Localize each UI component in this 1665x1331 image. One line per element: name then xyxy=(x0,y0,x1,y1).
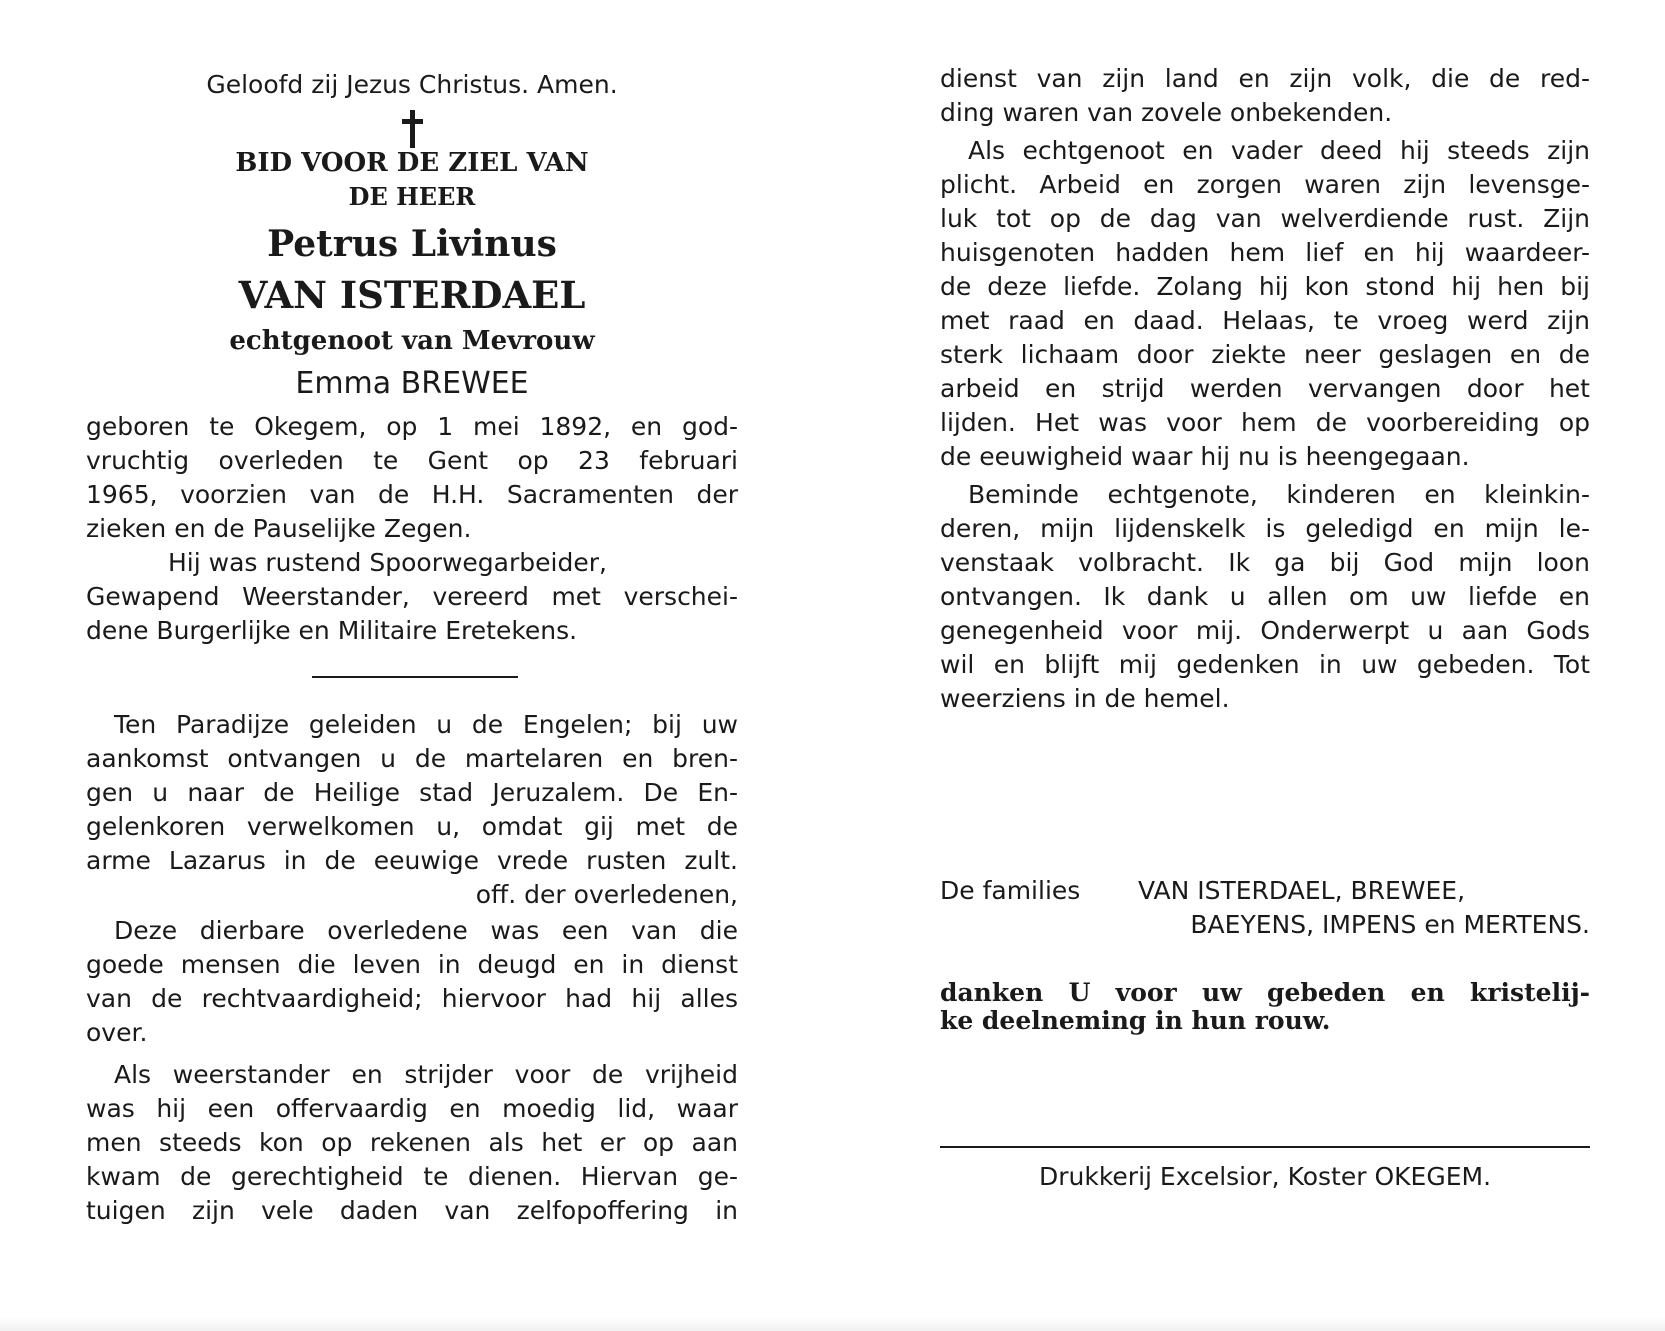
divider xyxy=(940,1146,1590,1148)
paragraph-line: tuigen zijn vele daden van zelfopoffering in xyxy=(86,1196,738,1225)
bio-line: geboren te Okegem, op 1 mei 1892, en god- xyxy=(86,412,738,441)
paragraph-line: genegenheid voor mij. Onderwerpt u aan Gods xyxy=(940,616,1590,645)
paragraph-line: sterk lichaam door ziekte neer geslagen en de xyxy=(940,340,1590,369)
families-line: BAEYENS, IMPENS en MERTENS. xyxy=(1190,910,1590,939)
paragraph-line: de eeuwigheid waar hij nu is heengegaan. xyxy=(940,442,1470,471)
spouse-name: Emma BREWEE xyxy=(295,366,529,401)
paragraph-line: ontvangen. Ik dank u allen om uw liefde en xyxy=(940,582,1590,611)
cross-icon xyxy=(400,110,424,148)
bio-line: Hij was rustend Spoorwegarbeider, xyxy=(168,548,607,577)
bio-line: Gewapend Weerstander, vereerd met verschei- xyxy=(86,582,738,611)
families-label: De families xyxy=(940,876,1081,905)
paragraph-line: deren, mijn lijdenskelk is geledigd en mijn le- xyxy=(940,514,1590,543)
spouse-line: echtgenoot van Mevrouw xyxy=(229,326,595,356)
paragraph-line: ding waren van zovele onbekenden. xyxy=(940,98,1393,127)
paragraph-line: Beminde echtgenote, kinderen en kleinkin- xyxy=(968,480,1590,509)
divider xyxy=(312,676,518,678)
card-edge xyxy=(0,1317,1665,1331)
paragraph-line: lijden. Het was voor hem de voorbereiding op xyxy=(940,408,1590,437)
paragraph-line: van de rechtvaardigheid; hiervoor had hij alles xyxy=(86,984,738,1013)
paragraph-line: de deze liefde. Zolang hij kon stond hij hen bij xyxy=(940,272,1590,301)
paragraph-line: Als weerstander en strijder voor de vrijheid xyxy=(114,1060,738,1089)
paragraph-line: weerziens in de hemel. xyxy=(940,684,1230,713)
paragraph-line: goede mensen die leven in deugd en in dienst xyxy=(86,950,738,979)
paragraph-line: wil en blijft mij gedenken in uw gebeden. Tot xyxy=(940,650,1590,679)
invocation: Geloofd zij Jezus Christus. Amen. xyxy=(206,70,618,99)
paragraph-line: men steeds kon op rekenen als het er op aan xyxy=(86,1128,738,1157)
bio-line: vruchtig overleden te Gent op 23 februari xyxy=(86,446,738,475)
paragraph-line: venstaak volbracht. Ik ga bij God mijn loon xyxy=(940,548,1590,577)
prayer-line: Ten Paradijze geleiden u de Engelen; bij uw xyxy=(114,710,738,739)
paragraph-line: kwam de gerechtigheid te dienen. Hiervan ge- xyxy=(86,1162,738,1191)
bio-line: 1965, voorzien van de H.H. Sacramenten der xyxy=(86,480,738,509)
thanks-line: ke deelneming in hun rouw. xyxy=(940,1006,1331,1035)
paragraph-line: huisgenoten hadden hem lief en hij waardeer- xyxy=(940,238,1590,267)
deceased-first-names: Petrus Livinus xyxy=(267,223,557,265)
printer-credit: Drukkerij Excelsior, Koster OKEGEM. xyxy=(1038,1162,1492,1191)
prayer-line: arme Lazarus in de eeuwige vrede rusten zult. xyxy=(86,846,738,875)
paragraph-line: arbeid en strijd werden vervangen door het xyxy=(940,374,1590,403)
paragraph-line: luk tot op de dag van welverdiende rust. Zijn xyxy=(940,204,1590,233)
paragraph-line: was hij een offervaardig en moedig lid, waar xyxy=(86,1094,738,1123)
paragraph-line: met raad en daad. Helaas, te vroeg werd zijn xyxy=(940,306,1590,335)
bio-line: dene Burgerlijke en Militaire Eretekens. xyxy=(86,616,578,645)
paragraph-line: Als echtgenoot en vader deed hij steeds zijn xyxy=(968,136,1590,165)
heading-de-heer: DE HEER xyxy=(348,182,476,211)
heading-bid-voor: BID VOOR DE ZIEL VAN xyxy=(235,148,589,178)
prayer-line: aankomst ontvangen u de martelaren en bren- xyxy=(86,744,738,773)
paragraph-line: plicht. Arbeid en zorgen waren zijn levensge- xyxy=(940,170,1590,199)
prayer-source: off. der overledenen, xyxy=(475,880,738,909)
prayer-line: gelenkoren verwelkomen u, omdat gij met de xyxy=(86,812,738,841)
paragraph-line: Deze dierbare overledene was een van die xyxy=(114,916,738,945)
deceased-surname: VAN ISTERDAEL xyxy=(238,273,586,317)
families-line: VAN ISTERDAEL, BREWEE, xyxy=(1138,876,1466,905)
prayer-line: gen u naar de Heilige stad Jeruzalem. De En- xyxy=(86,778,738,807)
paragraph-line: over. xyxy=(86,1018,148,1047)
bio-line: zieken en de Pauselijke Zegen. xyxy=(86,514,472,543)
paragraph-line: dienst van zijn land en zijn volk, die de red- xyxy=(940,64,1590,93)
thanks-line: danken U voor uw gebeden en kristelij- xyxy=(940,978,1590,1007)
